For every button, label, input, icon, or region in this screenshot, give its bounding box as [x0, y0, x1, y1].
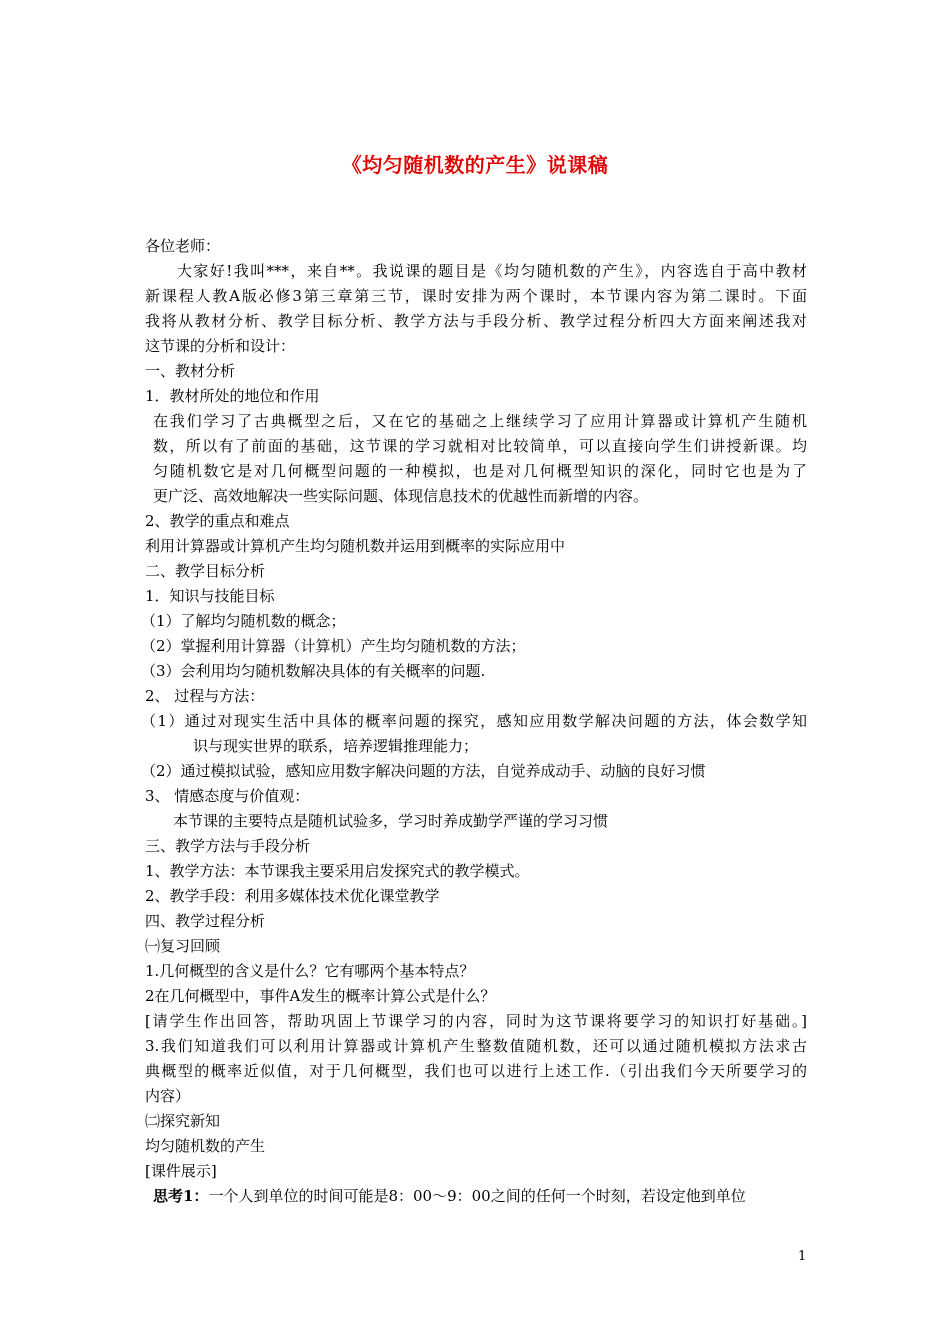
- question-line: 1.几何概型的含义是什么？它有哪两个基本特点？: [145, 962, 475, 980]
- list-item: （1）通过对现实生活中具体的概率问题的探究，感知应用数学解决问题的方法，体会数学知: [141, 712, 807, 730]
- paragraph-line: 在我们学习了古典概型之后，又在它的基础之上继续学习了应用计算器或计算机产生随机: [153, 412, 807, 430]
- thinking-question: [153, 1186, 746, 1206]
- paragraph-line: 利用计算器或计算机产生均匀随机数并运用到概率的实际应用中: [145, 537, 566, 555]
- list-item: （2）掌握利用计算器（计算机）产生均匀随机数的方法；: [141, 637, 526, 655]
- paragraph-line: 1、教学方法：本节课我主要采用启发探究式的教学模式。: [145, 862, 530, 880]
- paragraph-line: 新课程人教A版必修3第三章第三节，课时安排为两个课时，本节课内容为第二课时。下面: [145, 287, 807, 305]
- list-item: （2）通过模拟试验，感知应用数字解决问题的方法，自觉养成动手、动脑的良好习惯: [141, 762, 706, 780]
- list-item: （3）会利用均匀随机数解决具体的有关概率的问题.: [141, 662, 486, 680]
- paragraph-line: 数，所以有了前面的基础，这节课的学习就相对比较简单，可以直接向学生们讲授新课。均: [153, 437, 807, 455]
- list-item: （1）了解均匀随机数的概念；: [141, 612, 346, 630]
- section-heading: 一、教材分析: [145, 362, 236, 380]
- paragraph-line: [请学生作出回答，帮助巩固上节课学习的内容，同时为这节课将要学习的知识打好基础。]: [145, 1012, 807, 1030]
- page-number: 1: [798, 1249, 807, 1264]
- subsection-heading: 3、 情感态度与价值观：: [145, 787, 310, 805]
- paragraph-line: 3.我们知道我们可以利用计算器或计算机产生整数值随机数，还可以通过随机模拟方法求古: [145, 1037, 807, 1055]
- paragraph-line: 匀随机数它是对几何概型问题的一种模拟，也是对几何概型知识的深化，同时它也是为了: [153, 462, 807, 480]
- thinking-text: 一个人到单位的时间可能是8：00～9：00之间的任何一个时刻，若设定他到单位: [208, 1187, 746, 1205]
- paragraph-line: 均匀随机数的产生: [145, 1137, 266, 1155]
- subsection-heading: 1．知识与技能目标: [145, 587, 275, 605]
- section-heading: 四、教学过程分析: [145, 912, 266, 930]
- subsection-heading: ㈠复习回顾: [145, 937, 221, 955]
- paragraph-line: [课件展示]: [145, 1162, 217, 1180]
- list-item-continuation: 识与现实世界的联系，培养逻辑推理能力；: [193, 737, 479, 755]
- subsection-heading: 2、教学的重点和难点: [145, 512, 290, 530]
- subsection-heading: ㈡探究新知: [145, 1112, 221, 1130]
- thinking-label: 思考1：: [153, 1187, 209, 1205]
- paragraph-line: 我将从教材分析、教学目标分析、教学方法与手段分析、教学过程分析四大方面来阐述我对: [145, 312, 807, 330]
- section-heading: 三、教学方法与手段分析: [145, 837, 311, 855]
- document-title: 《均匀随机数的产生》说课稿: [341, 153, 609, 177]
- paragraph-line: 2、教学手段：利用多媒体技术优化课堂教学: [145, 887, 440, 905]
- paragraph-line: 内容）: [145, 1087, 191, 1105]
- paragraph-line: 更广泛、高效地解决一些实际问题、体现信息技术的优越性而新增的内容。: [153, 487, 649, 505]
- paragraph-line: 典概型的概率近似值，对于几何概型，我们也可以进行上述工作.（引出我们今天所要学习的: [145, 1062, 807, 1080]
- section-heading: 二、教学目标分析: [145, 562, 266, 580]
- subsection-heading: 2、 过程与方法：: [145, 687, 265, 705]
- paragraph-line: 本节课的主要特点是随机试验多，学习时养成勤学严谨的学习习惯: [173, 812, 609, 830]
- paragraph-line: 大家好!我叫***，来自**。我说课的题目是《均匀随机数的产生》，内容选自于高中教材: [177, 262, 807, 280]
- question-line: 2在几何概型中，事件A发生的概率计算公式是什么？: [145, 987, 496, 1005]
- subsection-heading: 1．教材所处的地位和作用: [145, 387, 320, 405]
- salutation: 各位老师：: [145, 237, 221, 255]
- paragraph-line: 这节课的分析和设计：: [145, 337, 296, 355]
